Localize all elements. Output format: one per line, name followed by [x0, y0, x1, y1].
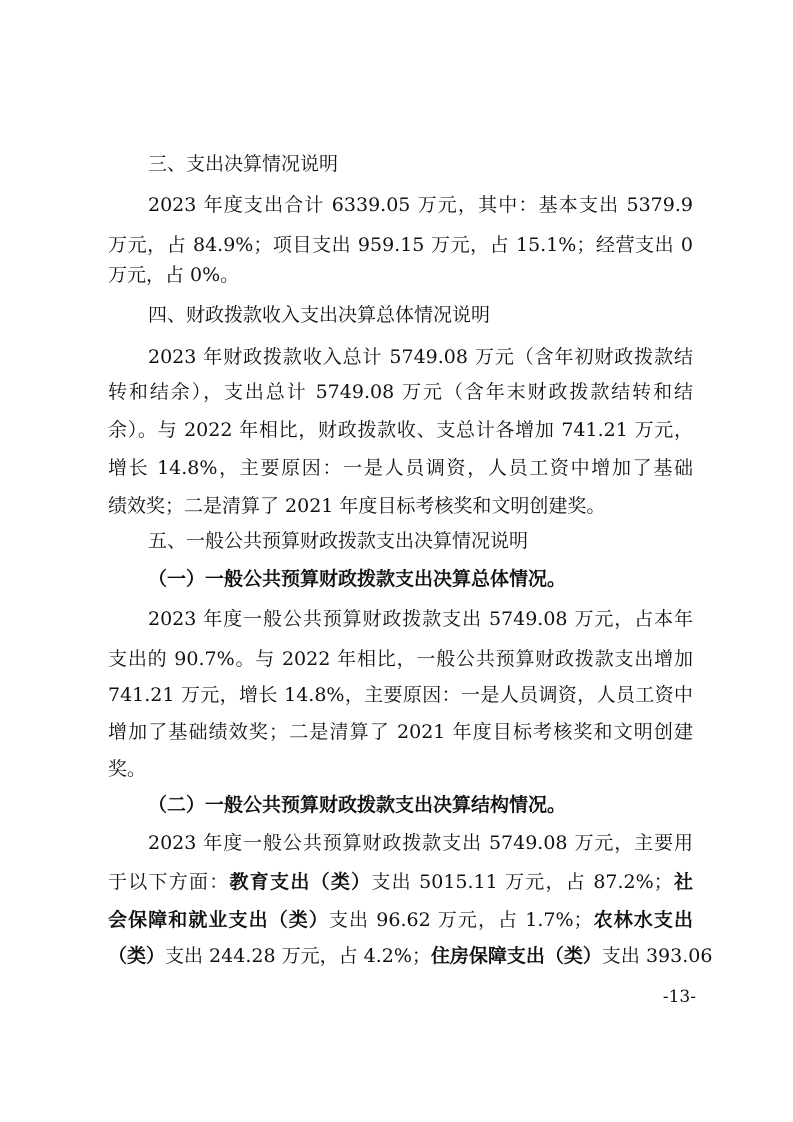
bold-category: 会保障和就业支出（类）: [108, 909, 329, 931]
bold-category: 教育支出（类）: [229, 871, 372, 893]
paragraph-line: 2023 年度一般公共预算财政拨款支出 5749.08 万元，主要用: [148, 832, 693, 854]
paragraph-line: 奖。: [108, 758, 147, 780]
paragraph-line: 2023 年度一般公共预算财政拨款支出 5749.08 万元，占本年: [148, 608, 693, 630]
bold-category: 社: [672, 871, 693, 893]
paragraph-line: 741.21 万元，增长 14.8%，主要原因：一是人员调资，人员工资中: [108, 684, 693, 706]
paragraph-line: [108, 944, 713, 968]
paragraph-line: 2023 年财政拨款收入总计 5749.08 万元（含年初财政拨款结: [148, 346, 693, 368]
text-run: 支出 393.06: [601, 945, 713, 967]
paragraph-line: 增长 14.8%，主要原因：一是人员调资，人员工资中增加了基础: [108, 457, 693, 479]
paragraph-line: [108, 870, 693, 894]
paragraph-line: 万元，占 0%。: [108, 264, 240, 286]
paragraph-line: 余）。与 2022 年相比，财政拨款收、支总计各增加 741.21 万元，: [108, 419, 693, 441]
paragraph-line: 万元，占 84.9%；项目支出 959.15 万元，占 15.1%；经营支出 0: [108, 234, 693, 256]
page-number: -13-: [662, 987, 696, 1007]
text-run: 支出 5015.11 万元，占 87.2%；: [371, 871, 673, 893]
paragraph-line: 转和结余），支出总计 5749.08 万元（含年末财政拨款结转和结: [108, 381, 693, 403]
text-run: 于以下方面：: [108, 871, 230, 893]
text-run: 支出 96.62 万元，占 1.7%；: [328, 909, 593, 931]
paragraph-line: 绩效奖；二是清算了 2021 年度目标考核奖和文明创建奖。: [108, 495, 606, 517]
bold-category: （类）: [108, 945, 166, 967]
paragraph-line: 支出的 90.7%。与 2022 年相比，一般公共预算财政拨款支出增加: [108, 648, 693, 670]
paragraph-line: 2023 年度支出合计 6339.05 万元，其中：基本支出 5379.9: [148, 194, 693, 216]
paragraph-line: [108, 908, 693, 932]
section-5-heading: 五、一般公共预算财政拨款支出决算情况说明: [148, 530, 529, 552]
section-4-heading: 四、财政拨款收入支出决算总体情况说明: [148, 304, 491, 326]
section-3-heading: 三、支出决算情况说明: [148, 153, 339, 175]
bold-category: 住房保障支出（类）: [430, 945, 602, 967]
paragraph-line: 增加了基础绩效奖；二是清算了 2021 年度目标考核奖和文明创建: [108, 721, 693, 743]
text-run: 支出 244.28 万元，占 4.2%；: [165, 945, 431, 967]
subsection-1-heading: （一）一般公共预算财政拨款支出决算总体情况。: [148, 568, 567, 590]
bold-category: 农林水支出: [592, 909, 693, 931]
subsection-2-heading: （二）一般公共预算财政拨款支出决算结构情况。: [148, 794, 567, 816]
